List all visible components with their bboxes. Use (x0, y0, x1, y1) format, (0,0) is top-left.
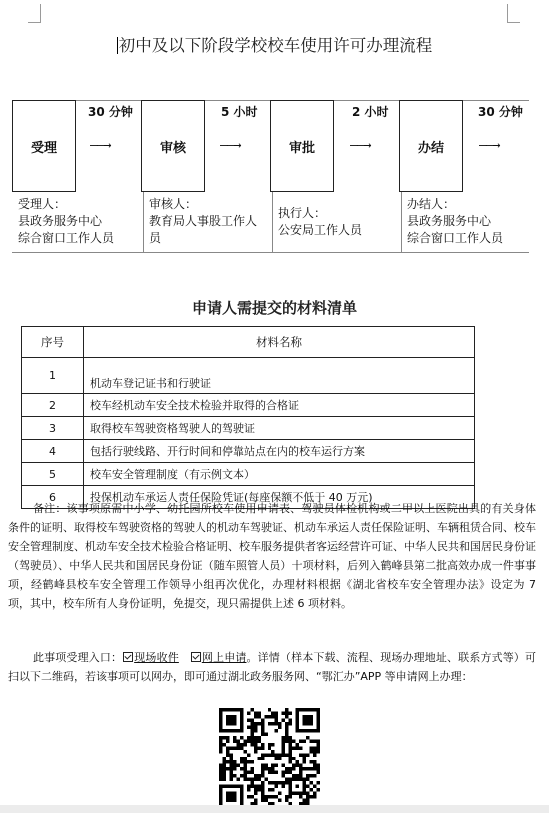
actor-role: 办结人： (407, 197, 456, 211)
table-row (22, 417, 475, 440)
flow-arrow: ——→ (479, 138, 500, 153)
flow-actor-accept (18, 196, 114, 247)
actor-line: 县政务服务中心 (18, 214, 103, 228)
entry-prefix: 此事项受理入口： (33, 651, 123, 664)
flow-actor-review (149, 196, 257, 247)
table-row (22, 463, 475, 486)
row-material-name: 包括行驶线路、开行时间和停靠站点在内的校车运行方案 (84, 440, 475, 463)
flow-arrow: ——→ (220, 138, 241, 153)
row-number: 1 (22, 358, 84, 394)
flow-actor-complete (407, 196, 503, 247)
flow-divider (143, 192, 144, 252)
table-row (22, 358, 475, 394)
document-title-text: 初中及以下阶段学校校车使用许可办理流程 (118, 36, 433, 55)
flow-time: 5 小时 (221, 105, 258, 119)
row-material-name: 校车安全管理制度（有示例文本） (84, 463, 475, 486)
row-number: 3 (22, 417, 84, 440)
note-paragraph: 备注：该事项原需中小学、幼托园所校车使用申请表、驾驶员体检机构或二甲以上医院出具的有关身体条件的证明、取得校车驾驶资格的驾驶人的机动车驾驶证、机动车承运人责任保险证明、车辆租赁合同、校车安全管理制度、机动车安全技术检验合格证明、校车服务提供者客运经营许可证、中华人民共和国居民身份证（驾驶员）、中华人民共和国居民身份证（随车照管人员）十项材料，后列入鹤峰县第二批高效办成一件事事项，经鹤峰县校车安全管理工作领导小组再次优化，办理材料根据《湖北省校车安全管理办法》设定为 7 项，其中，校车所有人身份证明，免提交，现只需提供上述 6 项材料。 (8, 502, 536, 610)
flow-step-accept: 受理 (12, 100, 76, 192)
actor-role: 受理人： (18, 197, 67, 211)
flow-time: 2 小时 (352, 105, 389, 119)
row-material-name: 校车经机动车安全技术检验并取得的合格证 (84, 394, 475, 417)
table-row (22, 394, 475, 417)
page-bottom-bar (0, 805, 549, 813)
row-material-name: 机动车登记证书和行驶证 (84, 358, 475, 394)
option-online: 网上申请 (201, 651, 247, 664)
flow-divider (401, 192, 402, 252)
actor-line: 综合窗口工作人员 (18, 231, 115, 245)
text-cursor (117, 37, 118, 54)
row-material-name: 取得校车驾驶资格驾驶人的驾驶证 (84, 417, 475, 440)
entry-paragraph (8, 648, 536, 686)
flow-arrow: ——→ (90, 138, 111, 153)
row-number: 2 (22, 394, 84, 417)
qr-code-icon (219, 708, 320, 809)
document-title (0, 32, 549, 56)
entry-suffix: 。详情（样本下载、流程、现场办理地址、联系方式等）可扫以下二维码，若该事项可以网办，即可通过湖北政务服务网、“鄂汇办”APP 等申请网上办理： (8, 651, 537, 683)
row-number: 5 (22, 463, 84, 486)
table-header-row (22, 327, 475, 358)
actor-line: 教育局人事股工作人 (149, 214, 258, 228)
actor-line: 综合窗口工作人员 (407, 231, 504, 245)
checkbox-checked-icon[interactable] (123, 652, 133, 662)
column-header-name: 材料名称 (84, 327, 475, 358)
row-number: 4 (22, 440, 84, 463)
materials-table (21, 326, 475, 509)
checkbox-checked-icon[interactable] (191, 652, 201, 662)
actor-role: 执行人： (278, 206, 327, 220)
page-corner-mark-right (507, 4, 520, 23)
actor-role: 审核人： (149, 197, 198, 211)
flow-divider (272, 192, 273, 252)
actor-line: 公安局工作人员 (278, 223, 363, 237)
flow-arrow: ——→ (350, 138, 371, 153)
flow-step-complete: 办结 (399, 100, 463, 192)
row-number: 6 (22, 486, 84, 509)
flow-actor-approve (278, 205, 362, 239)
row-material-name: 投保机动车承运人责任保险凭证(每座保额不低于 40 万元) (84, 486, 475, 509)
column-header-no: 序号 (22, 327, 84, 358)
flow-bottom-border (12, 252, 529, 253)
materials-title: 申请人需提交的材料清单 (191, 299, 357, 317)
option-onsite: 现场收件 (134, 651, 179, 664)
actor-line: 员 (149, 231, 162, 245)
flow-step-approve: 审批 (270, 100, 334, 192)
actor-line: 县政务服务中心 (407, 214, 492, 228)
flow-step-review: 审核 (141, 100, 205, 192)
flow-time: 30 分钟 (478, 105, 523, 119)
page-corner-mark-left (28, 4, 41, 23)
table-row (22, 440, 475, 463)
flow-time: 30 分钟 (88, 105, 133, 119)
